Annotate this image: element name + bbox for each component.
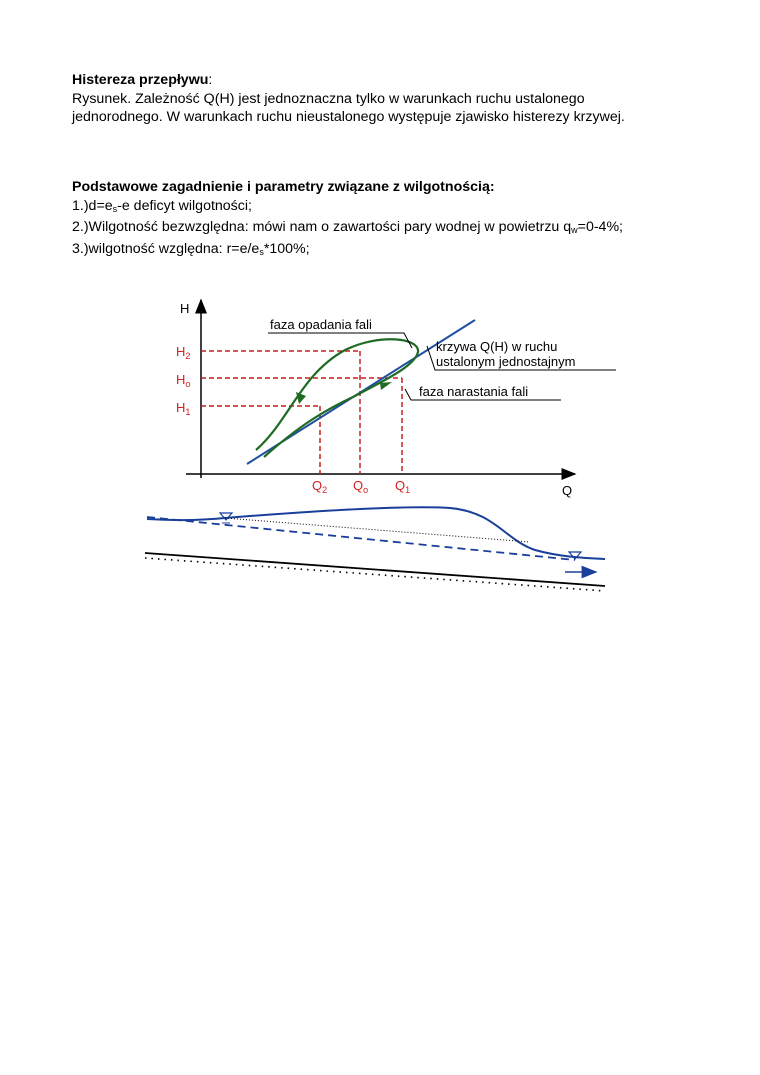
label-q2: $Q_2$ (312, 478, 328, 495)
leader-falling (268, 333, 412, 348)
label-qo: $Q_o$ (353, 478, 369, 495)
water-surface (147, 507, 605, 559)
label-ho: $H_o$ (176, 372, 191, 389)
subscript: w (571, 225, 578, 236)
channel-bed-hatch (145, 558, 605, 591)
paragraph-line: Rysunek. Zależność Q(H) jest jednoznaczna tylko w warunkach ruchu ustalonego (72, 90, 585, 107)
label-h2: $H_2$ (176, 344, 191, 361)
label-rising-phase: faza narastania fali (419, 384, 529, 399)
loop-arrow-falling (296, 392, 306, 404)
section-heading: Histereza przepływu (72, 72, 209, 88)
reference-lines (201, 351, 402, 474)
paragraph-line: jednorodnego. W warunkach ruchu nieustalonego występuje zjawisko histerezy krzywej. (72, 109, 625, 126)
subscript: s (259, 246, 264, 257)
item-text: 2.)Wilgotność bezwzględna: mówi nam o zawartości pary wodnej w powietrzu q (72, 219, 572, 236)
channel-bed (145, 553, 605, 586)
steady-water-line (147, 517, 575, 560)
loop-arrow-rising (380, 382, 392, 390)
item-text: *100%; (263, 240, 310, 257)
label-falling-phase: faza opadania fali (270, 317, 372, 332)
label-h1: $H_1$ (176, 400, 191, 417)
label-q1: $Q_1$ (395, 478, 411, 495)
section-heading: Podstawowe zagadnienie i parametry związane z wilgotnością: (72, 179, 495, 195)
subscript: s (112, 203, 118, 214)
item-text: -e deficyt wilgotności; (117, 197, 252, 214)
axis-label-h: H (180, 301, 190, 316)
label-curve-line2: ustalonym jednostajnym (436, 354, 576, 369)
item-text: 3.)wilgotność względna: r=e/e (72, 240, 260, 257)
item-text: 1.)d=e (72, 197, 113, 214)
item-text: =0-4%; (577, 219, 624, 236)
label-curve-line1: krzywa Q(H) w ruchu (436, 339, 558, 354)
axis-label-q: Q (562, 483, 573, 498)
hysteresis-loop (256, 339, 418, 457)
heading-colon: : (208, 72, 213, 88)
